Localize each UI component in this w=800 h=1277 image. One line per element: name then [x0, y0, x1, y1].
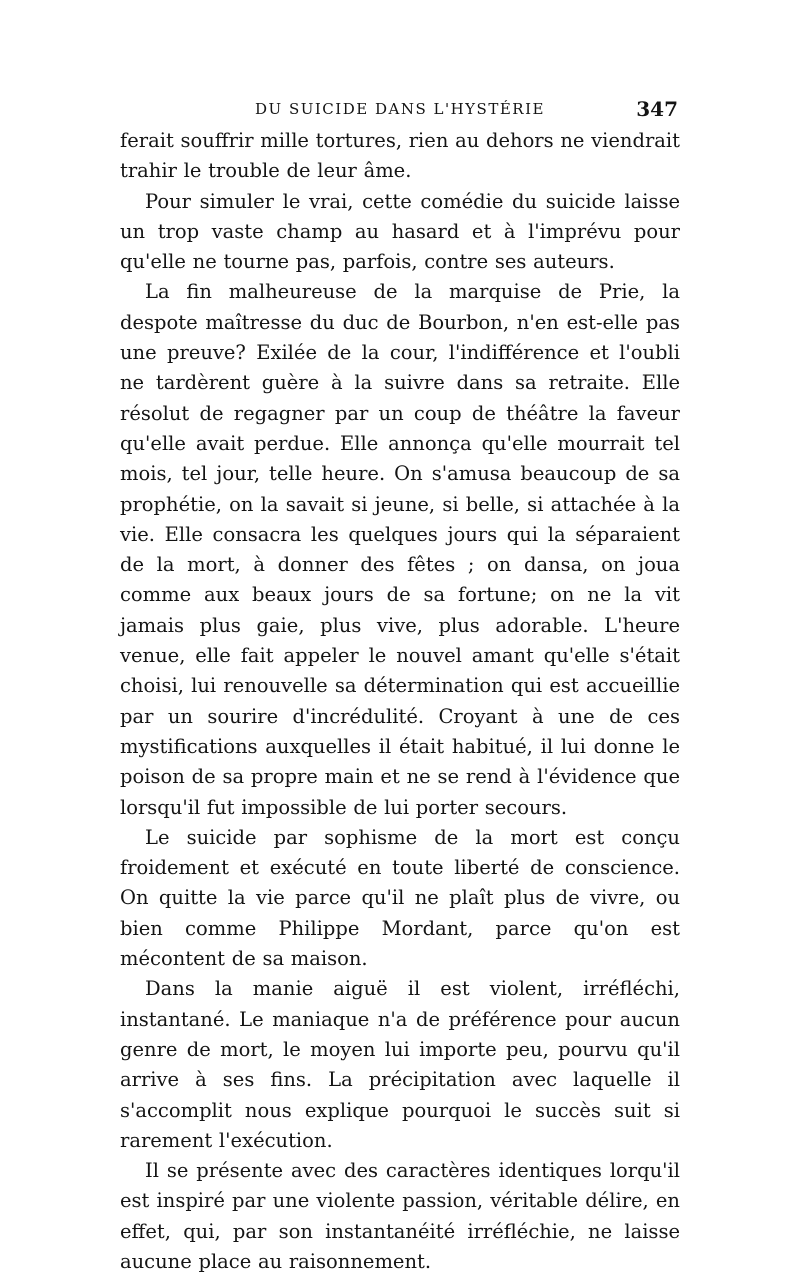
body-text	[120, 126, 680, 1277]
paragraph-1: ferait souffrir mille tortures, rien au dehors ne viendrait trahir le trouble de leur âme.	[120, 129, 680, 183]
paragraph-3: La fin malheureuse de la marquise de Prie, la despote maîtresse du duc de Bourbon, n'en est-elle pas une preuve? Exilée de la cour, l'indifférence et l'oubli ne tardèrent guère à la suivre dans sa retraite. Elle résolut de regagner par un coup de théâtre la faveur qu'elle avait perdue. Elle annonça qu'elle mourrait tel mois, tel jour, telle heure. On s'amusa beaucoup de sa prophétie, on la savait si jeune, si belle, si attachée à la vie. Elle consacra les quelques jours qui la séparaient de la mort, à donner des fêtes ; on dansa, on joua comme aux beaux jours de sa fortune; on ne la vit jamais plus gaie, plus vive, plus adorable. L'heure venue, elle fait appeler le nouvel amant qu'elle s'était choisi, lui renouvelle sa détermination qui est accueillie par un sourire d'incrédulité. Croyant à une de ces mystifications auxquelles il était habitué, il lui donne le poison de sa propre main et ne se rend à l'évidence que lorsqu'il fut impossible de lui porter secours.	[120, 280, 680, 819]
running-title: DU SUICIDE DANS L'HYSTÉRIE	[255, 100, 545, 118]
paragraph-5: Dans la manie aiguë il est violent, irréfléchi, instantané. Le maniaque n'a de préférence pour aucun genre de mort, le moyen lui importe peu, pourvu qu'il arrive à ses fins. La précipitation avec laquelle il s'accomplit nous explique pourquoi le succès suit si rarement l'exécution.	[120, 977, 680, 1152]
paragraph-6: Il se présente avec des caractères identiques lorqu'il est inspiré par une violente passion, véritable délire, en effet, qui, par son instantanéité irréfléchie, ne laisse aucune place au raisonnement.	[120, 1159, 680, 1273]
page-number: 347	[636, 97, 678, 121]
paragraph-4: Le suicide par sophisme de la mort est conçu froidement et exécuté en toute liberté de conscience. On quitte la vie parce qu'il ne plaît plus de vivre, ou bien comme Philippe Mordant, parce qu'on est mécontent de sa maison.	[120, 825, 680, 971]
running-head	[120, 94, 680, 124]
paragraph-2: Pour simuler le vrai, cette comédie du suicide laisse un trop vaste champ au hasard et à l'imprévu pour qu'elle ne tourne pas, parfois, contre ses auteurs.	[120, 189, 680, 274]
